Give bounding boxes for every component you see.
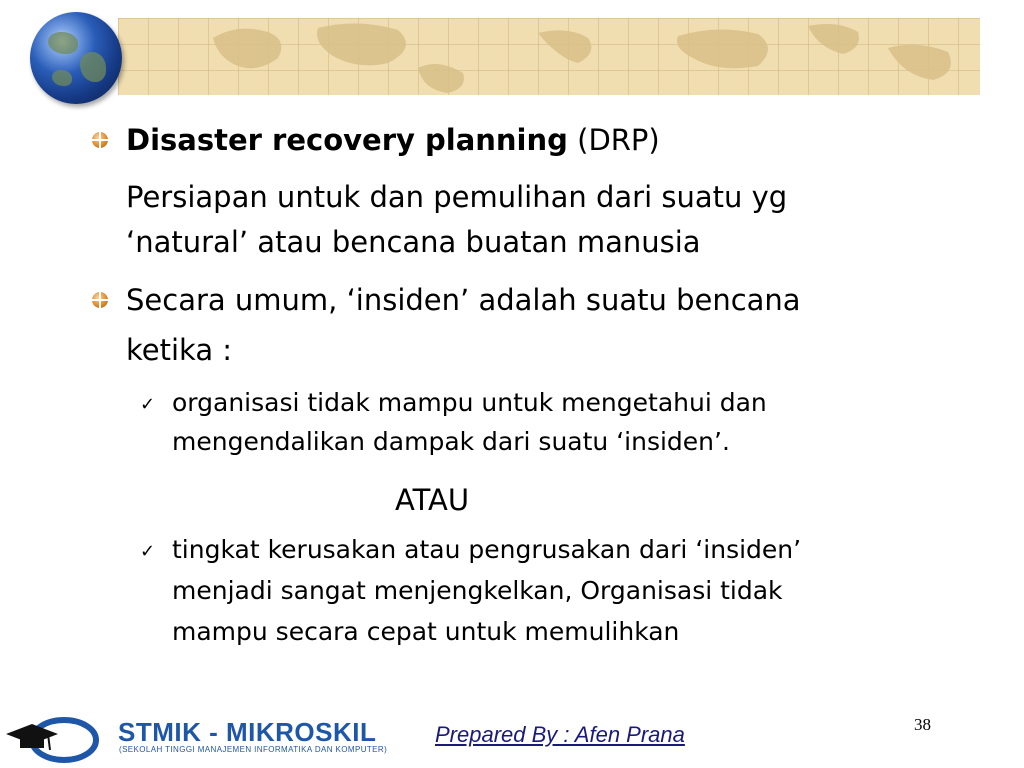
logo-subtitle: (SEKOLAH TINGGI MANAJEMEN INFORMATIKA DAN KOMPUTER) — [119, 745, 388, 754]
drp-term: Disaster recovery planning — [126, 123, 568, 157]
drp-abbrev: (DRP) — [567, 123, 660, 157]
check-icon: ✓ — [140, 541, 156, 562]
separator-atau: ATAU — [395, 483, 470, 517]
sub-item-2-line2: menjadi sangat menjengkelkan, Organisasi tidak — [172, 576, 783, 605]
page-number: 38 — [914, 715, 931, 734]
sub-item-2-line1: tingkat kerusakan atau pengrusakan dari ‘insiden’ — [172, 535, 802, 564]
bullet-icon — [92, 132, 108, 148]
bullet-insiden-line2: ketika : — [126, 333, 233, 367]
graduation-cap-logo-icon — [4, 716, 99, 764]
sub-item-2-line3: mampu secara cepat untuk memulihkan — [172, 617, 680, 646]
sub-item-1-line2: mengendalikan dampak dari suatu ‘insiden’. — [172, 427, 730, 456]
check-icon: ✓ — [140, 394, 156, 415]
sub-item-1-line1: organisasi tidak mampu untuk mengetahui dan — [172, 388, 767, 417]
drp-description-line1: Persiapan untuk dan pemulihan dari suatu yg — [126, 180, 788, 214]
bullet-icon — [92, 292, 108, 308]
logo-title: STMIK - MIKROSKIL — [118, 717, 377, 747]
bullet-insiden-line1: Secara umum, ‘insiden’ adalah suatu bencana — [126, 283, 801, 317]
prepared-by-link[interactable]: Prepared By : Afen Prana — [435, 722, 685, 747]
drp-description-line2: ‘natural’ atau bencana buatan manusia — [126, 225, 701, 259]
bullet-drp — [126, 118, 660, 163]
